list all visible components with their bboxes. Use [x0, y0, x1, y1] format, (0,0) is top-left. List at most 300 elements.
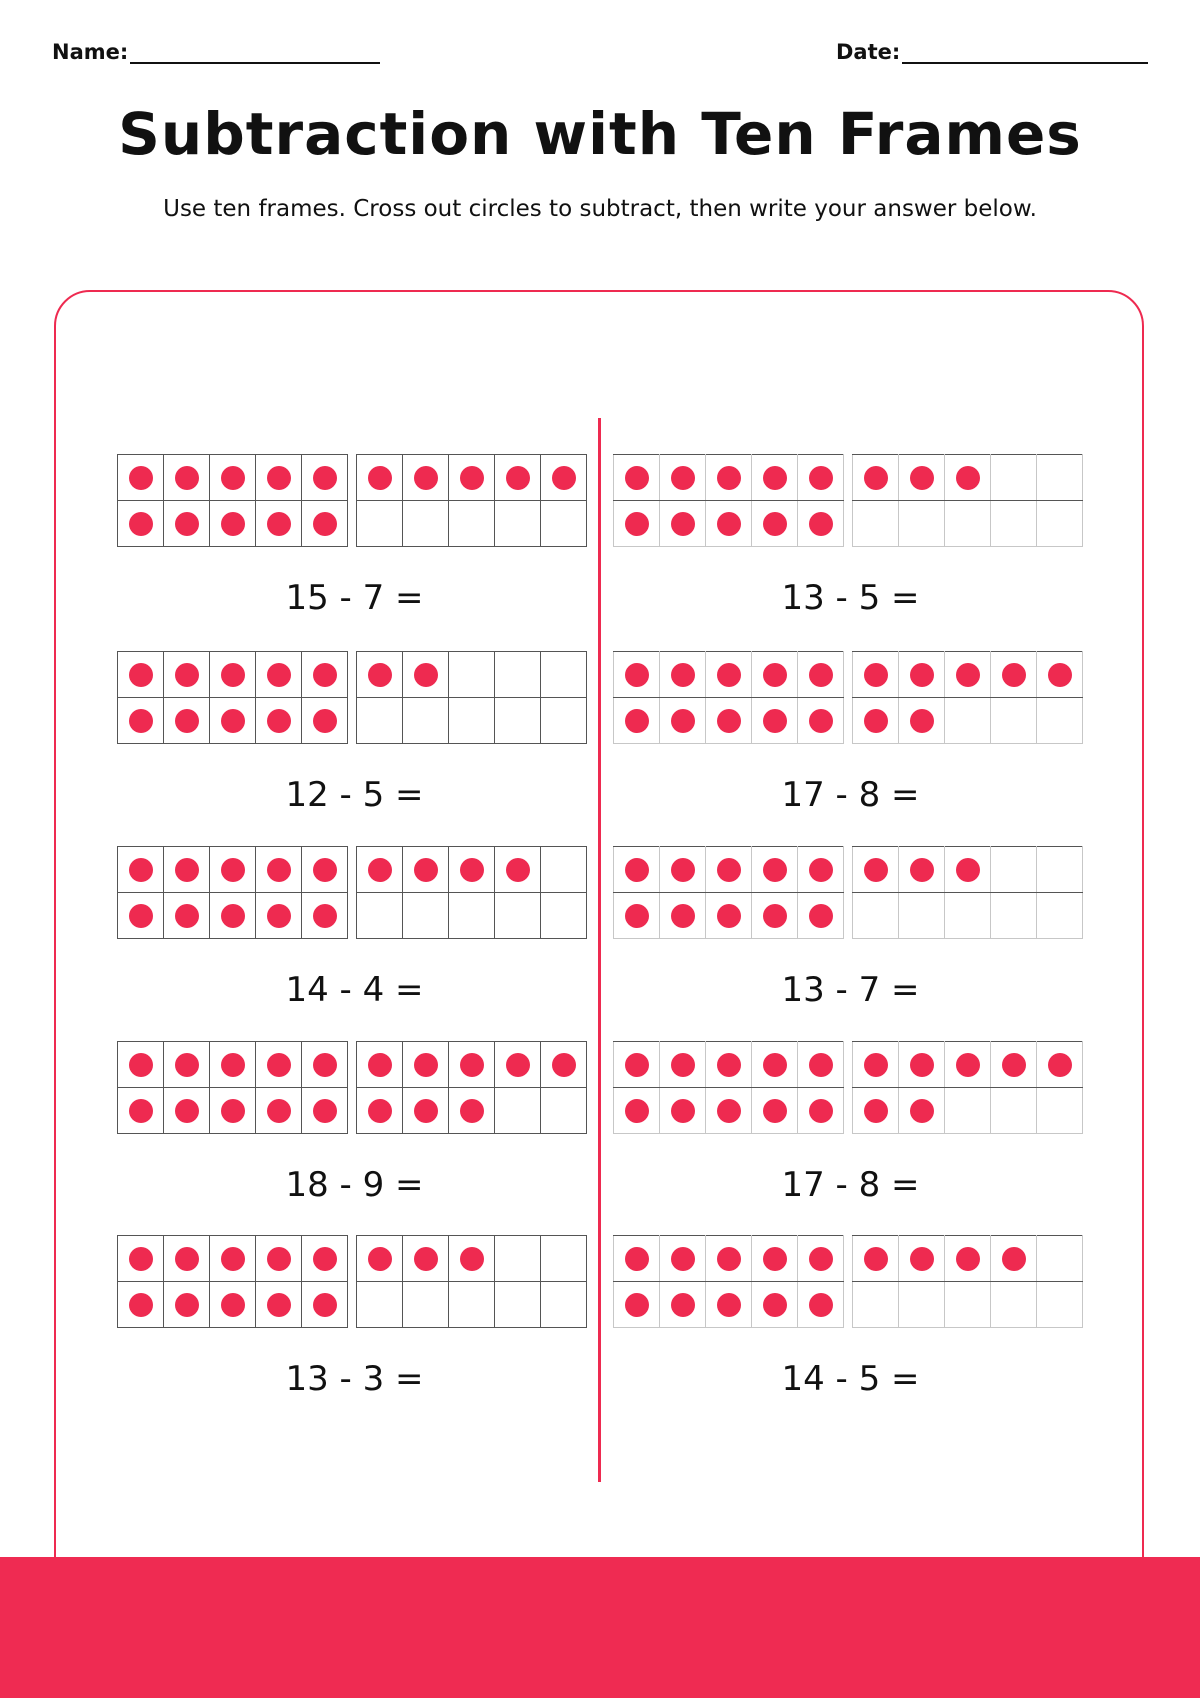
frame-cell[interactable] — [495, 1236, 541, 1282]
counter-dot[interactable] — [221, 512, 245, 536]
counter-dot[interactable] — [129, 904, 153, 928]
frame-cell[interactable] — [256, 1236, 302, 1282]
counter-dot[interactable] — [671, 466, 695, 490]
frame-cell[interactable] — [210, 698, 256, 744]
counter-dot[interactable] — [809, 512, 833, 536]
frame-cell[interactable] — [164, 501, 210, 547]
frame-cell[interactable] — [164, 1042, 210, 1088]
counter-dot[interactable] — [809, 663, 833, 687]
frame-cell[interactable] — [495, 1088, 541, 1134]
frame-cell[interactable] — [357, 1088, 403, 1134]
frame-cell[interactable] — [945, 847, 991, 893]
frame-cell[interactable] — [1037, 501, 1083, 547]
counter-dot[interactable] — [221, 466, 245, 490]
counter-dot[interactable] — [414, 663, 438, 687]
frame-cell[interactable] — [752, 1042, 798, 1088]
counter-dot[interactable] — [460, 1247, 484, 1271]
counter-dot[interactable] — [717, 466, 741, 490]
frame-cell[interactable] — [302, 893, 348, 939]
counter-dot[interactable] — [1048, 1053, 1072, 1077]
frame-cell[interactable] — [357, 698, 403, 744]
frame-cell[interactable] — [403, 847, 449, 893]
frame-cell[interactable] — [945, 1236, 991, 1282]
frame-cell[interactable] — [853, 1088, 899, 1134]
counter-dot[interactable] — [221, 1293, 245, 1317]
counter-dot[interactable] — [864, 1099, 888, 1123]
counter-dot[interactable] — [267, 1099, 291, 1123]
counter-dot[interactable] — [864, 466, 888, 490]
counter-dot[interactable] — [460, 466, 484, 490]
date-line[interactable] — [902, 40, 1148, 64]
frame-cell[interactable] — [256, 698, 302, 744]
frame-cell[interactable] — [403, 698, 449, 744]
counter-dot[interactable] — [625, 1099, 649, 1123]
frame-cell[interactable] — [660, 698, 706, 744]
frame-cell[interactable] — [118, 1282, 164, 1328]
counter-dot[interactable] — [864, 1247, 888, 1271]
frame-cell[interactable] — [210, 455, 256, 501]
frame-cell[interactable] — [706, 1236, 752, 1282]
counter-dot[interactable] — [717, 1247, 741, 1271]
frame-cell[interactable] — [1037, 652, 1083, 698]
counter-dot[interactable] — [414, 1099, 438, 1123]
frame-cell[interactable] — [1037, 1088, 1083, 1134]
frame-cell[interactable] — [495, 501, 541, 547]
frame-cell[interactable] — [991, 501, 1037, 547]
frame-cell[interactable] — [614, 1088, 660, 1134]
counter-dot[interactable] — [864, 1053, 888, 1077]
counter-dot[interactable] — [910, 663, 934, 687]
counter-dot[interactable] — [717, 904, 741, 928]
counter-dot[interactable] — [809, 904, 833, 928]
frame-cell[interactable] — [256, 847, 302, 893]
counter-dot[interactable] — [671, 512, 695, 536]
counter-dot[interactable] — [910, 466, 934, 490]
frame-cell[interactable] — [495, 1282, 541, 1328]
frame-cell[interactable] — [118, 455, 164, 501]
frame-cell[interactable] — [357, 501, 403, 547]
counter-dot[interactable] — [625, 512, 649, 536]
frame-cell[interactable] — [899, 1236, 945, 1282]
frame-cell[interactable] — [449, 652, 495, 698]
frame-cell[interactable] — [614, 893, 660, 939]
counter-dot[interactable] — [763, 1293, 787, 1317]
counter-dot[interactable] — [625, 709, 649, 733]
counter-dot[interactable] — [956, 1247, 980, 1271]
frame-cell[interactable] — [210, 1236, 256, 1282]
counter-dot[interactable] — [809, 858, 833, 882]
counter-dot[interactable] — [175, 1247, 199, 1271]
frame-cell[interactable] — [706, 652, 752, 698]
frame-cell[interactable] — [256, 501, 302, 547]
frame-cell[interactable] — [706, 698, 752, 744]
frame-cell[interactable] — [991, 847, 1037, 893]
counter-dot[interactable] — [175, 904, 199, 928]
frame-cell[interactable] — [660, 1088, 706, 1134]
frame-cell[interactable] — [302, 501, 348, 547]
frame-cell[interactable] — [945, 652, 991, 698]
frame-cell[interactable] — [403, 1282, 449, 1328]
frame-cell[interactable] — [614, 652, 660, 698]
counter-dot[interactable] — [368, 1099, 392, 1123]
counter-dot[interactable] — [175, 663, 199, 687]
counter-dot[interactable] — [368, 1247, 392, 1271]
frame-cell[interactable] — [210, 501, 256, 547]
counter-dot[interactable] — [763, 858, 787, 882]
counter-dot[interactable] — [956, 663, 980, 687]
frame-cell[interactable] — [660, 1236, 706, 1282]
counter-dot[interactable] — [129, 858, 153, 882]
counter-dot[interactable] — [129, 1247, 153, 1271]
frame-cell[interactable] — [945, 893, 991, 939]
counter-dot[interactable] — [864, 663, 888, 687]
counter-dot[interactable] — [460, 1099, 484, 1123]
frame-cell[interactable] — [164, 1282, 210, 1328]
frame-cell[interactable] — [302, 1042, 348, 1088]
counter-dot[interactable] — [129, 1099, 153, 1123]
frame-cell[interactable] — [798, 1042, 844, 1088]
frame-cell[interactable] — [706, 1282, 752, 1328]
name-line[interactable] — [130, 40, 380, 64]
frame-cell[interactable] — [541, 1088, 587, 1134]
counter-dot[interactable] — [809, 1053, 833, 1077]
counter-dot[interactable] — [175, 466, 199, 490]
counter-dot[interactable] — [267, 1247, 291, 1271]
frame-cell[interactable] — [1037, 455, 1083, 501]
counter-dot[interactable] — [129, 466, 153, 490]
frame-cell[interactable] — [899, 501, 945, 547]
frame-cell[interactable] — [118, 1042, 164, 1088]
counter-dot[interactable] — [313, 904, 337, 928]
counter-dot[interactable] — [368, 858, 392, 882]
frame-cell[interactable] — [118, 1088, 164, 1134]
frame-cell[interactable] — [899, 847, 945, 893]
frame-cell[interactable] — [853, 893, 899, 939]
frame-cell[interactable] — [449, 893, 495, 939]
frame-cell[interactable] — [660, 455, 706, 501]
frame-cell[interactable] — [706, 1088, 752, 1134]
frame-cell[interactable] — [798, 1236, 844, 1282]
counter-dot[interactable] — [129, 709, 153, 733]
frame-cell[interactable] — [357, 1282, 403, 1328]
frame-cell[interactable] — [357, 1042, 403, 1088]
frame-cell[interactable] — [853, 652, 899, 698]
counter-dot[interactable] — [671, 1053, 695, 1077]
frame-cell[interactable] — [449, 698, 495, 744]
frame-cell[interactable] — [449, 1236, 495, 1282]
counter-dot[interactable] — [221, 709, 245, 733]
frame-cell[interactable] — [357, 455, 403, 501]
frame-cell[interactable] — [752, 698, 798, 744]
counter-dot[interactable] — [175, 1099, 199, 1123]
counter-dot[interactable] — [809, 466, 833, 490]
frame-cell[interactable] — [853, 1236, 899, 1282]
counter-dot[interactable] — [625, 904, 649, 928]
frame-cell[interactable] — [210, 1282, 256, 1328]
frame-cell[interactable] — [798, 847, 844, 893]
frame-cell[interactable] — [1037, 1236, 1083, 1282]
frame-cell[interactable] — [706, 455, 752, 501]
frame-cell[interactable] — [256, 1042, 302, 1088]
frame-cell[interactable] — [541, 893, 587, 939]
counter-dot[interactable] — [717, 709, 741, 733]
counter-dot[interactable] — [717, 1293, 741, 1317]
frame-cell[interactable] — [541, 1282, 587, 1328]
frame-cell[interactable] — [357, 893, 403, 939]
counter-dot[interactable] — [1002, 1053, 1026, 1077]
frame-cell[interactable] — [614, 1282, 660, 1328]
frame-cell[interactable] — [118, 893, 164, 939]
frame-cell[interactable] — [706, 501, 752, 547]
counter-dot[interactable] — [625, 1053, 649, 1077]
frame-cell[interactable] — [899, 1088, 945, 1134]
counter-dot[interactable] — [506, 858, 530, 882]
frame-cell[interactable] — [449, 1282, 495, 1328]
counter-dot[interactable] — [221, 1053, 245, 1077]
frame-cell[interactable] — [449, 455, 495, 501]
counter-dot[interactable] — [129, 512, 153, 536]
frame-cell[interactable] — [752, 1088, 798, 1134]
frame-cell[interactable] — [1037, 847, 1083, 893]
frame-cell[interactable] — [614, 1236, 660, 1282]
counter-dot[interactable] — [175, 1293, 199, 1317]
frame-cell[interactable] — [118, 652, 164, 698]
frame-cell[interactable] — [541, 501, 587, 547]
frame-cell[interactable] — [798, 893, 844, 939]
counter-dot[interactable] — [267, 709, 291, 733]
counter-dot[interactable] — [313, 1053, 337, 1077]
frame-cell[interactable] — [495, 698, 541, 744]
frame-cell[interactable] — [256, 1282, 302, 1328]
counter-dot[interactable] — [129, 1053, 153, 1077]
counter-dot[interactable] — [267, 663, 291, 687]
frame-cell[interactable] — [449, 847, 495, 893]
frame-cell[interactable] — [798, 1282, 844, 1328]
counter-dot[interactable] — [956, 858, 980, 882]
frame-cell[interactable] — [541, 652, 587, 698]
frame-cell[interactable] — [660, 893, 706, 939]
counter-dot[interactable] — [956, 1053, 980, 1077]
frame-cell[interactable] — [1037, 698, 1083, 744]
frame-cell[interactable] — [945, 501, 991, 547]
counter-dot[interactable] — [221, 904, 245, 928]
counter-dot[interactable] — [671, 709, 695, 733]
counter-dot[interactable] — [414, 466, 438, 490]
counter-dot[interactable] — [1002, 1247, 1026, 1271]
frame-cell[interactable] — [706, 1042, 752, 1088]
frame-cell[interactable] — [403, 652, 449, 698]
frame-cell[interactable] — [1037, 1042, 1083, 1088]
counter-dot[interactable] — [175, 1053, 199, 1077]
counter-dot[interactable] — [809, 1099, 833, 1123]
frame-cell[interactable] — [210, 847, 256, 893]
frame-cell[interactable] — [164, 652, 210, 698]
frame-cell[interactable] — [302, 1236, 348, 1282]
frame-cell[interactable] — [302, 698, 348, 744]
counter-dot[interactable] — [763, 1099, 787, 1123]
frame-cell[interactable] — [403, 1236, 449, 1282]
frame-cell[interactable] — [945, 455, 991, 501]
counter-dot[interactable] — [671, 1099, 695, 1123]
frame-cell[interactable] — [302, 652, 348, 698]
counter-dot[interactable] — [460, 858, 484, 882]
frame-cell[interactable] — [752, 893, 798, 939]
counter-dot[interactable] — [717, 1099, 741, 1123]
frame-cell[interactable] — [403, 455, 449, 501]
counter-dot[interactable] — [221, 858, 245, 882]
frame-cell[interactable] — [853, 501, 899, 547]
frame-cell[interactable] — [449, 501, 495, 547]
counter-dot[interactable] — [671, 1293, 695, 1317]
frame-cell[interactable] — [256, 455, 302, 501]
counter-dot[interactable] — [910, 858, 934, 882]
counter-dot[interactable] — [956, 466, 980, 490]
frame-cell[interactable] — [660, 1282, 706, 1328]
frame-cell[interactable] — [302, 847, 348, 893]
frame-cell[interactable] — [991, 455, 1037, 501]
frame-cell[interactable] — [495, 1042, 541, 1088]
frame-cell[interactable] — [614, 501, 660, 547]
frame-cell[interactable] — [210, 1088, 256, 1134]
frame-cell[interactable] — [614, 1042, 660, 1088]
frame-cell[interactable] — [449, 1088, 495, 1134]
frame-cell[interactable] — [853, 455, 899, 501]
frame-cell[interactable] — [991, 1282, 1037, 1328]
frame-cell[interactable] — [118, 501, 164, 547]
counter-dot[interactable] — [763, 1053, 787, 1077]
frame-cell[interactable] — [853, 1042, 899, 1088]
counter-dot[interactable] — [506, 1053, 530, 1077]
counter-dot[interactable] — [671, 663, 695, 687]
counter-dot[interactable] — [763, 709, 787, 733]
counter-dot[interactable] — [552, 466, 576, 490]
frame-cell[interactable] — [403, 1042, 449, 1088]
counter-dot[interactable] — [313, 1247, 337, 1271]
frame-cell[interactable] — [164, 893, 210, 939]
frame-cell[interactable] — [752, 455, 798, 501]
counter-dot[interactable] — [910, 1247, 934, 1271]
counter-dot[interactable] — [625, 466, 649, 490]
counter-dot[interactable] — [671, 858, 695, 882]
counter-dot[interactable] — [1002, 663, 1026, 687]
frame-cell[interactable] — [752, 1282, 798, 1328]
counter-dot[interactable] — [625, 1293, 649, 1317]
frame-cell[interactable] — [853, 698, 899, 744]
frame-cell[interactable] — [752, 652, 798, 698]
frame-cell[interactable] — [798, 698, 844, 744]
counter-dot[interactable] — [313, 709, 337, 733]
counter-dot[interactable] — [221, 663, 245, 687]
counter-dot[interactable] — [129, 663, 153, 687]
frame-cell[interactable] — [256, 1088, 302, 1134]
counter-dot[interactable] — [267, 858, 291, 882]
frame-cell[interactable] — [853, 847, 899, 893]
counter-dot[interactable] — [267, 904, 291, 928]
frame-cell[interactable] — [660, 652, 706, 698]
counter-dot[interactable] — [763, 904, 787, 928]
frame-cell[interactable] — [1037, 893, 1083, 939]
frame-cell[interactable] — [899, 652, 945, 698]
counter-dot[interactable] — [368, 466, 392, 490]
frame-cell[interactable] — [164, 455, 210, 501]
frame-cell[interactable] — [541, 1236, 587, 1282]
counter-dot[interactable] — [552, 1053, 576, 1077]
frame-cell[interactable] — [210, 652, 256, 698]
frame-cell[interactable] — [945, 1282, 991, 1328]
counter-dot[interactable] — [625, 858, 649, 882]
counter-dot[interactable] — [414, 1247, 438, 1271]
frame-cell[interactable] — [403, 501, 449, 547]
counter-dot[interactable] — [717, 512, 741, 536]
frame-cell[interactable] — [541, 698, 587, 744]
counter-dot[interactable] — [1048, 663, 1072, 687]
frame-cell[interactable] — [945, 1042, 991, 1088]
counter-dot[interactable] — [809, 1293, 833, 1317]
frame-cell[interactable] — [302, 1088, 348, 1134]
counter-dot[interactable] — [910, 1053, 934, 1077]
counter-dot[interactable] — [506, 466, 530, 490]
counter-dot[interactable] — [129, 1293, 153, 1317]
frame-cell[interactable] — [210, 1042, 256, 1088]
frame-cell[interactable] — [164, 1088, 210, 1134]
frame-cell[interactable] — [991, 698, 1037, 744]
counter-dot[interactable] — [671, 904, 695, 928]
counter-dot[interactable] — [313, 1099, 337, 1123]
counter-dot[interactable] — [625, 663, 649, 687]
counter-dot[interactable] — [267, 1293, 291, 1317]
frame-cell[interactable] — [991, 1088, 1037, 1134]
counter-dot[interactable] — [313, 1293, 337, 1317]
counter-dot[interactable] — [267, 1053, 291, 1077]
frame-cell[interactable] — [899, 698, 945, 744]
counter-dot[interactable] — [313, 466, 337, 490]
frame-cell[interactable] — [118, 847, 164, 893]
counter-dot[interactable] — [910, 709, 934, 733]
frame-cell[interactable] — [798, 455, 844, 501]
counter-dot[interactable] — [267, 466, 291, 490]
counter-dot[interactable] — [717, 1053, 741, 1077]
frame-cell[interactable] — [660, 1042, 706, 1088]
counter-dot[interactable] — [175, 858, 199, 882]
frame-cell[interactable] — [541, 1042, 587, 1088]
frame-cell[interactable] — [541, 455, 587, 501]
frame-cell[interactable] — [660, 501, 706, 547]
frame-cell[interactable] — [706, 893, 752, 939]
counter-dot[interactable] — [267, 512, 291, 536]
frame-cell[interactable] — [118, 1236, 164, 1282]
frame-cell[interactable] — [752, 1236, 798, 1282]
frame-cell[interactable] — [899, 1282, 945, 1328]
frame-cell[interactable] — [302, 1282, 348, 1328]
frame-cell[interactable] — [449, 1042, 495, 1088]
date-field[interactable] — [836, 40, 1148, 64]
frame-cell[interactable] — [495, 893, 541, 939]
frame-cell[interactable] — [164, 698, 210, 744]
frame-cell[interactable] — [706, 847, 752, 893]
counter-dot[interactable] — [809, 1247, 833, 1271]
counter-dot[interactable] — [763, 1247, 787, 1271]
frame-cell[interactable] — [357, 1236, 403, 1282]
counter-dot[interactable] — [368, 663, 392, 687]
counter-dot[interactable] — [414, 1053, 438, 1077]
frame-cell[interactable] — [991, 1236, 1037, 1282]
frame-cell[interactable] — [798, 652, 844, 698]
counter-dot[interactable] — [763, 512, 787, 536]
frame-cell[interactable] — [495, 847, 541, 893]
frame-cell[interactable] — [991, 1042, 1037, 1088]
frame-cell[interactable] — [118, 698, 164, 744]
counter-dot[interactable] — [717, 663, 741, 687]
